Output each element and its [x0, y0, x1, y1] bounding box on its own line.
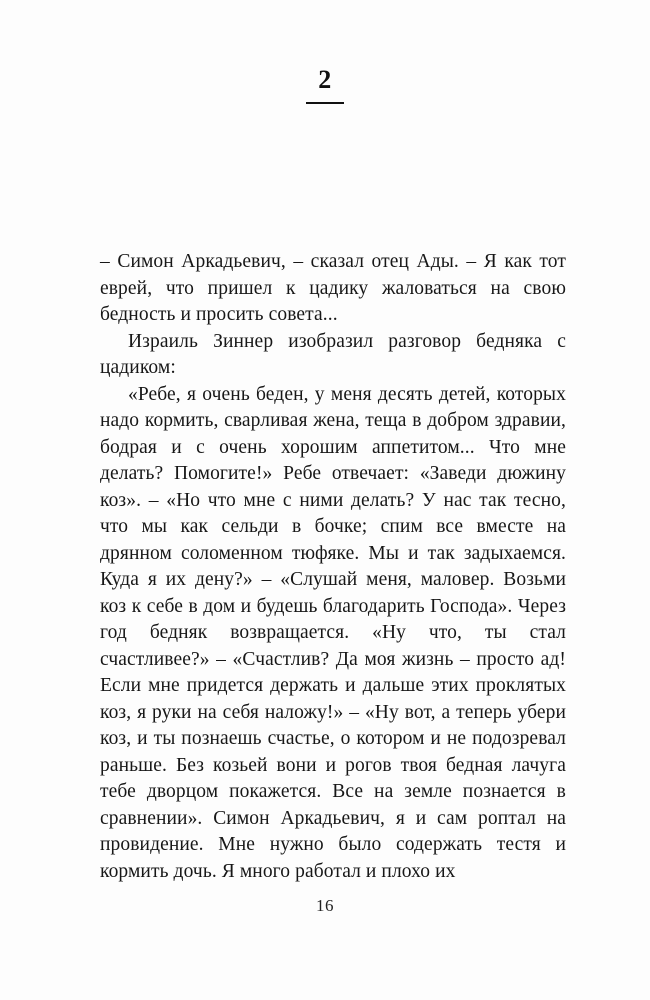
chapter-heading: [0, 64, 650, 104]
chapter-number: 2: [318, 65, 332, 94]
body-text: [100, 249, 566, 885]
paragraph-parable: «Ребе, я очень беден, у меня десять детей, которых надо кормить, сварливая жена, теща в добром здравии, бодрая и с очень хорошим аппетитом... Что мне делать? Помогите!» Ребе отвечает: «Заведи дюжину коз». – «Но что мне с ними делать? У нас так тесно, что мы как сельди в бочке; спим все вместе на дрянном соломенном тюфяке. Мы и так задыхаемся. Куда я их дену?» – «Слушай меня, маловер. Возьми коз к себе в дом и будешь благодарить Господа». Через год бедняк возвращается. «Ну что, ты стал счастливее?» – «Счастлив? Да моя жизнь – просто ад! Если мне придется держать и дальше этих проклятых коз, я руки на себя наложу!» – «Ну вот, а теперь убери коз, и ты познаешь счастье, о котором и не подозревал раньше. Без козьей вони и рогов твоя бедная лачуга тебе дворцом покажется. Все на земле познается в сравнении». Симон Аркадьевич, я и сам роптал на провидение. Мне нужно было содержать тестя и кормить дочь. Я много работал и плохо их: [100, 383, 566, 882]
chapter-rule: [306, 102, 344, 104]
page-number: 16: [316, 896, 334, 915]
paragraph-narration: Израиль Зиннер изобразил разговор бедняка с цадиком:: [100, 330, 566, 378]
page-footer: [0, 896, 650, 916]
paragraph-dialogue-opening: – Симон Аркадьевич, – сказал отец Ады. – Я как тот еврей, что пришел к цадику жаловаться на свою бедность и просить совета...: [100, 251, 566, 325]
